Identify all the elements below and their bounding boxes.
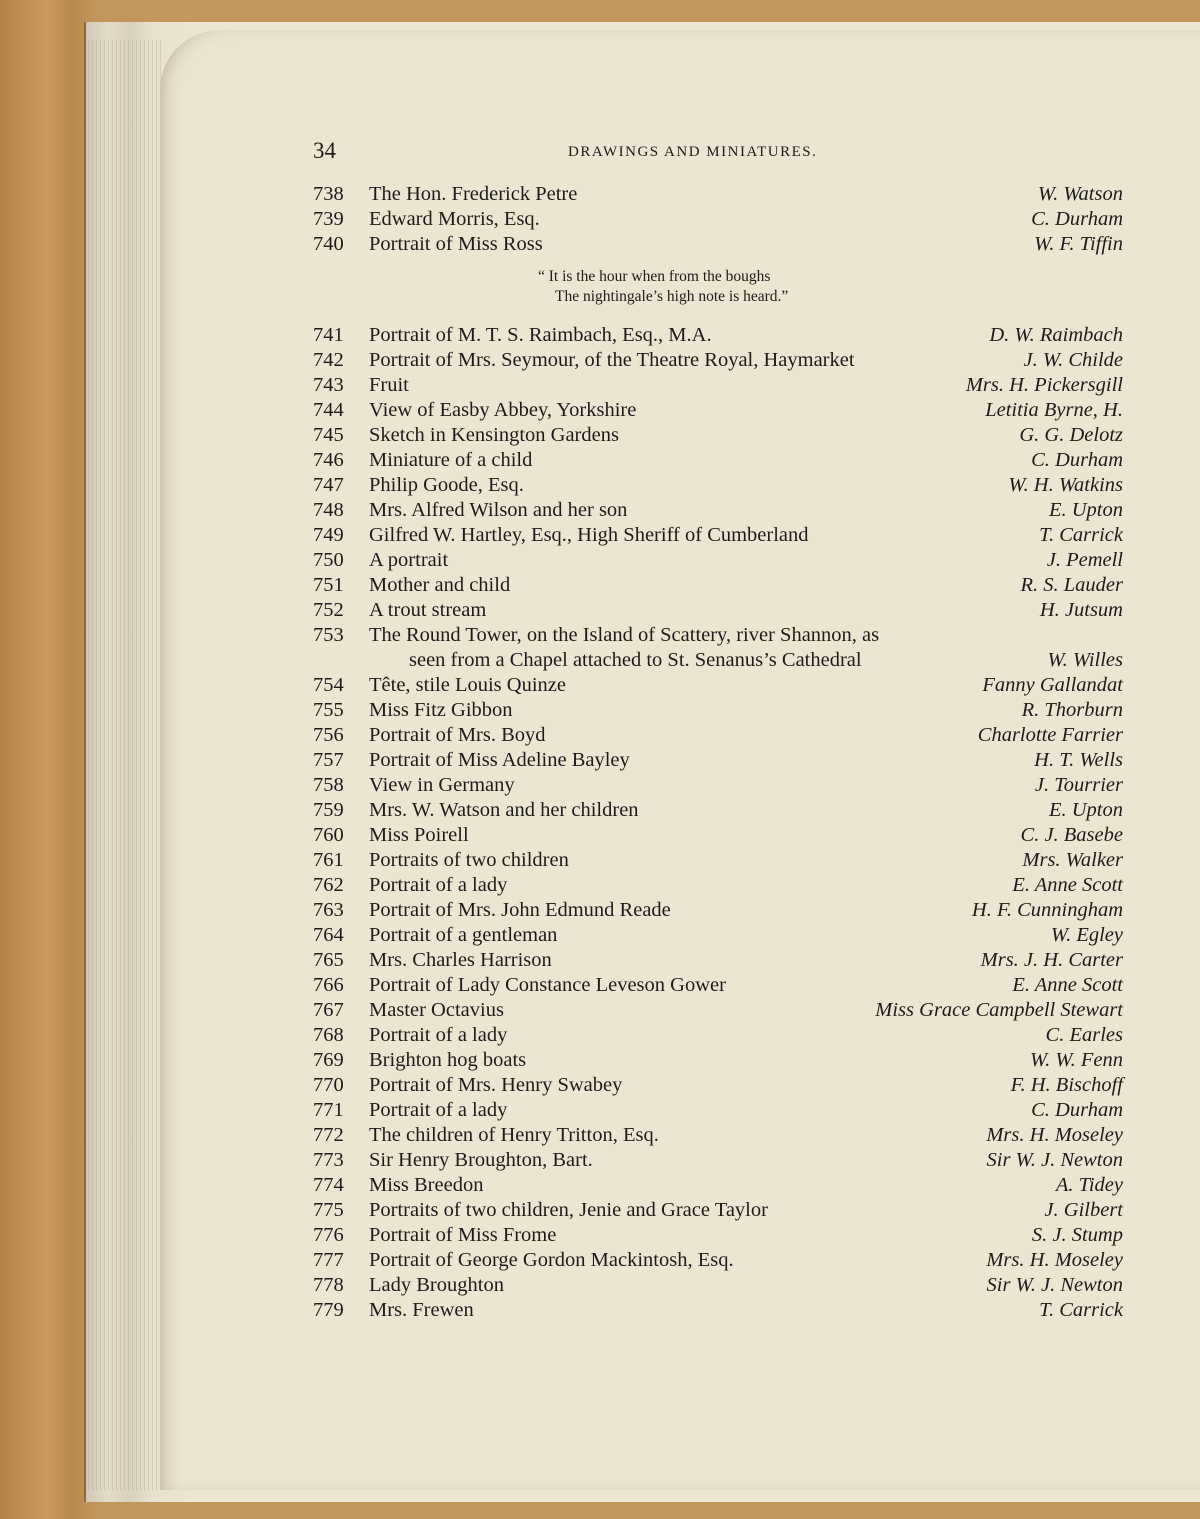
catalogue-entry (313, 873, 1123, 898)
entry-title: Lady Broughton (369, 1274, 504, 1296)
entry-artist: C. J. Basebe (1020, 824, 1123, 846)
entry-title: Miniature of a child (369, 449, 533, 471)
entry-title: Fruit (369, 374, 409, 396)
entry-title: Gilfred W. Hartley, Esq., High Sheriff of Cumberland (369, 524, 809, 546)
page-number: 34 (313, 138, 336, 163)
entry-number: 738 (313, 183, 344, 205)
entry-artist: W. Willes (1047, 649, 1123, 671)
entry-title: Portrait of Lady Constance Leveson Gower (369, 974, 726, 996)
catalogue-entry (313, 748, 1123, 773)
entry-artist: T. Carrick (1039, 1299, 1123, 1321)
entry-artist: Mrs. Walker (1022, 849, 1123, 871)
catalogue-entry (313, 1298, 1123, 1323)
entry-number: 770 (313, 1074, 344, 1096)
entry-number: 775 (313, 1199, 344, 1221)
catalogue-entry (313, 182, 1123, 207)
entry-artist: W. Egley (1050, 924, 1123, 946)
catalogue-entry (313, 1123, 1123, 1148)
entry-artist: J. Gilbert (1044, 1199, 1123, 1221)
catalogue-entry (313, 1048, 1123, 1073)
catalogue-entry (313, 673, 1123, 698)
entry-artist: J. Tourrier (1034, 774, 1123, 796)
entry-artist: F. H. Bischoff (1010, 1074, 1123, 1096)
entry-title: Sketch in Kensington Gardens (369, 424, 619, 446)
entry-title: View in Germany (369, 774, 515, 796)
entry-number: 777 (313, 1249, 344, 1271)
entry-title: The children of Henry Tritton, Esq. (369, 1124, 659, 1146)
catalogue-entry (313, 1223, 1123, 1248)
entry-title: Portrait of Mrs. John Edmund Reade (369, 899, 671, 921)
entry-title: The Round Tower, on the Island of Scattery, river Shannon, as (369, 624, 880, 646)
entry-artist: G. G. Delotz (1019, 424, 1123, 446)
catalogue-entry (313, 548, 1123, 573)
entry-number: 772 (313, 1124, 344, 1146)
catalogue-entry-continuation (313, 648, 1123, 673)
entry-artist: H. Jutsum (1039, 599, 1123, 621)
entry-artist: E. Upton (1048, 799, 1123, 821)
entry-number: 773 (313, 1149, 344, 1171)
entry-title: Portraits of two children (369, 849, 569, 871)
entry-title: Portrait of a lady (369, 874, 508, 896)
entry-artist: C. Durham (1031, 449, 1123, 471)
entry-number: 767 (313, 999, 344, 1021)
entry-artist: R. Thorburn (1021, 699, 1123, 721)
entry-title: Portrait of Mrs. Boyd (369, 724, 546, 746)
quote-line-1: “ It is the hour when from the boughs (538, 268, 771, 285)
catalogue-entry (313, 948, 1123, 973)
entry-title: Miss Breedon (369, 1174, 484, 1196)
catalogue-entry (313, 973, 1123, 998)
entry-artist: H. T. Wells (1034, 749, 1123, 771)
catalogue-entry (313, 1248, 1123, 1273)
entry-artist: W. H. Watkins (1008, 474, 1123, 496)
catalogue-entry (313, 398, 1123, 423)
entry-number: 761 (313, 849, 344, 871)
catalogue-entry (313, 898, 1123, 923)
entry-number: 764 (313, 924, 344, 946)
entry-artist: W. W. Fenn (1029, 1049, 1123, 1071)
entry-title: Portrait of a lady (369, 1024, 508, 1046)
catalogue-entry (313, 1023, 1123, 1048)
entries-group-c (313, 673, 1123, 1323)
epigraph-quote (313, 257, 1123, 323)
entry-artist: D. W. Raimbach (989, 324, 1123, 346)
entry-artist: W. Watson (1037, 183, 1123, 205)
entries-group-b (313, 323, 1123, 648)
catalogue-entry (313, 1073, 1123, 1098)
entry-title: Portrait of Miss Ross (369, 233, 543, 255)
entry-title: Portrait of Mrs. Henry Swabey (369, 1074, 623, 1096)
catalogue-entry (313, 1198, 1123, 1223)
entry-title: Portrait of M. T. S. Raimbach, Esq., M.A. (369, 324, 712, 346)
entry-number: 766 (313, 974, 344, 996)
entry-number: 746 (313, 449, 344, 471)
entry-artist: S. J. Stump (1031, 1224, 1123, 1246)
entry-number: 762 (313, 874, 344, 896)
quote-line-2: The nightingale’s high note is heard.” (555, 288, 789, 305)
entry-artist: C. Earles (1045, 1024, 1123, 1046)
entries-group-a (313, 182, 1123, 257)
catalogue-entries (313, 182, 1123, 1323)
catalogue-entry (313, 498, 1123, 523)
catalogue-entry (313, 1148, 1123, 1173)
entry-artist: C. Durham (1031, 208, 1123, 230)
entry-number: 758 (313, 774, 344, 796)
entry-title: Portrait of a lady (369, 1099, 508, 1121)
entry-title: Portrait of Miss Frome (369, 1224, 557, 1246)
catalogue-entry (313, 923, 1123, 948)
catalogue-entry (313, 723, 1123, 748)
page-header (313, 138, 1123, 168)
catalogue-entry (313, 598, 1123, 623)
entry-title: Sir Henry Broughton, Bart. (369, 1149, 593, 1171)
entry-number: 757 (313, 749, 344, 771)
catalogue-entry (313, 998, 1123, 1023)
entry-number: 774 (313, 1174, 344, 1196)
entry-number: 756 (313, 724, 344, 746)
catalogue-entry (313, 473, 1123, 498)
entry-artist: Sir W. J. Newton (986, 1149, 1123, 1171)
catalogue-entry (313, 773, 1123, 798)
catalogue-entry (313, 348, 1123, 373)
catalogue-entry (313, 1098, 1123, 1123)
entry-title: Master Octavius (369, 999, 504, 1021)
entry-artist: E. Upton (1048, 499, 1123, 521)
catalogue-entry (313, 1173, 1123, 1198)
entry-title: Brighton hog boats (369, 1049, 527, 1071)
entry-number: 776 (313, 1224, 344, 1246)
entry-artist: J. W. Childe (1023, 349, 1123, 371)
entry-artist: Mrs. H. Moseley (986, 1124, 1123, 1146)
entry-title: Mrs. Alfred Wilson and her son (369, 499, 628, 521)
entry-number: 760 (313, 824, 344, 846)
entry-number: 752 (313, 599, 344, 621)
entry-artist: Mrs. H. Moseley (986, 1249, 1123, 1271)
running-head: DRAWINGS AND MINIATURES. (568, 144, 818, 160)
entry-title: Philip Goode, Esq. (369, 474, 524, 496)
entry-artist: A. Tidey (1055, 1174, 1123, 1196)
entry-title: A portrait (369, 549, 449, 571)
entry-title: seen from a Chapel attached to St. Senanus’s Cathedral (409, 649, 862, 671)
entry-title: Mrs. Charles Harrison (369, 949, 552, 971)
entry-number: 759 (313, 799, 344, 821)
entry-number: 769 (313, 1049, 344, 1071)
entry-number: 748 (313, 499, 344, 521)
entry-artist: W. F. Tiffin (1034, 233, 1123, 255)
catalogue-entry (313, 573, 1123, 598)
catalogue-entry (313, 207, 1123, 232)
catalogue-entry (313, 523, 1123, 548)
entry-title: A trout stream (369, 599, 487, 621)
entry-number: 763 (313, 899, 344, 921)
entry-title: Miss Poirell (369, 824, 469, 846)
entry-title: Mrs. W. Watson and her children (369, 799, 639, 821)
entry-artist: R. S. Lauder (1020, 574, 1123, 596)
catalogue-entry (313, 623, 1123, 648)
entry-number: 765 (313, 949, 344, 971)
entry-number: 768 (313, 1024, 344, 1046)
entry-artist: Mrs. H. Pickersgill (965, 374, 1123, 396)
entry-number: 754 (313, 674, 344, 696)
entry-number: 771 (313, 1099, 344, 1121)
catalogue-entry (313, 798, 1123, 823)
entry-artist: Charlotte Farrier (977, 724, 1123, 746)
catalogue-entry (313, 423, 1123, 448)
catalogue-entry (313, 232, 1123, 257)
entry-number: 750 (313, 549, 344, 571)
entry-number: 755 (313, 699, 344, 721)
entry-artist: J. Pemell (1046, 549, 1123, 571)
entry-number: 747 (313, 474, 344, 496)
entry-number: 741 (313, 324, 344, 346)
entry-number: 739 (313, 208, 344, 230)
entry-number: 753 (313, 624, 344, 646)
entry-title: Mother and child (369, 574, 511, 596)
catalogue-entry (313, 373, 1123, 398)
entry-title: Portrait of a gentleman (369, 924, 558, 946)
entry-artist: Sir W. J. Newton (986, 1274, 1123, 1296)
entry-number: 751 (313, 574, 344, 596)
entry-title: Tête, stile Louis Quinze (369, 674, 566, 696)
entry-title: Portrait of Miss Adeline Bayley (369, 749, 630, 771)
entry-number: 778 (313, 1274, 344, 1296)
entry-title: The Hon. Frederick Petre (369, 183, 578, 205)
entry-number: 745 (313, 424, 344, 446)
entry-artist: E. Anne Scott (1012, 874, 1123, 896)
entry-title: Miss Fitz Gibbon (369, 699, 513, 721)
entry-artist: C. Durham (1031, 1099, 1123, 1121)
entry-artist: Letitia Byrne, H. (985, 399, 1123, 421)
entry-number: 744 (313, 399, 344, 421)
catalogue-entry (313, 823, 1123, 848)
entry-artist: E. Anne Scott (1012, 974, 1123, 996)
entry-title: Portraits of two children, Jenie and Grace Taylor (369, 1199, 768, 1221)
entry-number: 779 (313, 1299, 344, 1321)
entry-number: 742 (313, 349, 344, 371)
entry-artist: Mrs. J. H. Carter (980, 949, 1123, 971)
entry-title: Portrait of George Gordon Mackintosh, Esq. (369, 1249, 734, 1271)
entry-title: Portrait of Mrs. Seymour, of the Theatre Royal, Haymarket (369, 349, 855, 371)
catalogue-entry (313, 1273, 1123, 1298)
entry-artist: T. Carrick (1039, 524, 1123, 546)
entry-number: 740 (313, 233, 344, 255)
entry-number: 743 (313, 374, 344, 396)
page-edges (84, 40, 164, 1490)
entry-artist: Fanny Gallandat (982, 674, 1123, 696)
catalogue-entry (313, 848, 1123, 873)
entry-number: 749 (313, 524, 344, 546)
entry-title: Mrs. Frewen (369, 1299, 474, 1321)
entry-artist: H. F. Cunningham (971, 899, 1123, 921)
entry-title: Edward Morris, Esq. (369, 208, 540, 230)
catalogue-entry (313, 323, 1123, 348)
catalogue-entry (313, 698, 1123, 723)
catalogue-entry (313, 448, 1123, 473)
entry-artist: Miss Grace Campbell Stewart (875, 999, 1123, 1021)
entry-title: View of Easby Abbey, Yorkshire (369, 399, 637, 421)
